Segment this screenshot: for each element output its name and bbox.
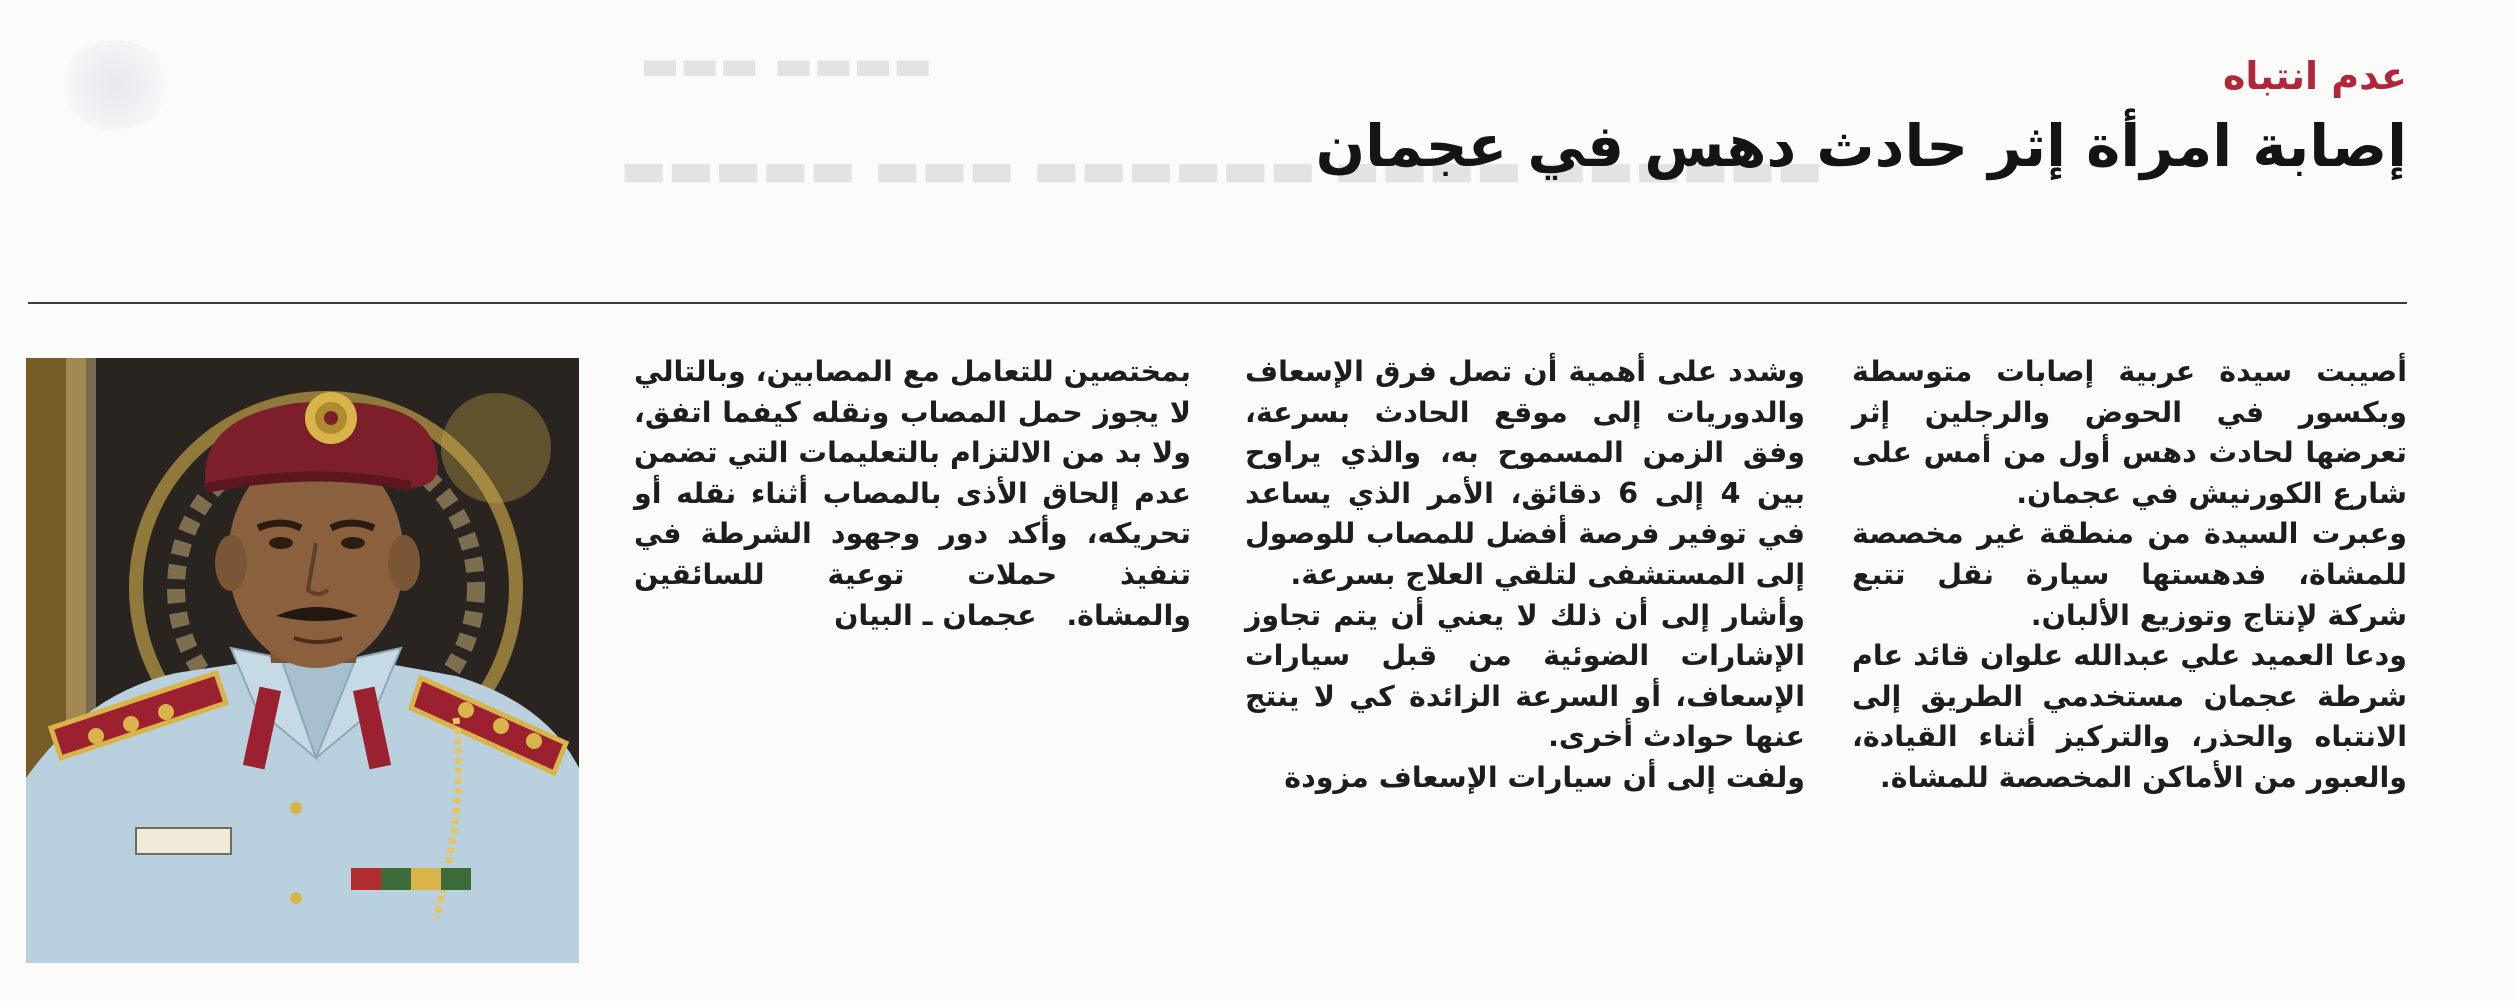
article-paragraph: وأشار إلى أن ذلك لا يعني أن يتم تجاوز الإشارات الضوئية من قبل سيارات الإسعاف، أو السرعة الزائدة كي لا ينتج عنها حوادث أخرى.	[1245, 598, 1805, 754]
headline-divider	[28, 302, 2407, 304]
article-column-2	[1245, 352, 1805, 972]
article-paragraph: وعبرت السيدة من منطقة غير مخصصة للمشاة، فدهستها سيارة نقل تتبع شركة لإنتاج وتوزيع الألبان.	[1852, 517, 2407, 632]
article-headline: إصابة امرأة إثر حادث دهس في عجمان	[1315, 112, 2407, 180]
article-kicker: عدم انتباه	[2222, 54, 2407, 98]
article-paragraph: وشدد على أهمية أن تصل فرق الإسعاف والدوريات إلى موقع الحادث بسرعة، وفق الزمن المسموح به، والذي يراوح بين 4 إلى 6 دقائق، الأمر الذي يساعد في توفير فرصة أفضل للمصاب للوصول إلى المستشفى لتلقي العلاج بسرعة.	[1245, 355, 1805, 591]
article-paragraph	[634, 352, 1191, 636]
officer-portrait-photo	[26, 358, 579, 963]
article-paragraph: ودعا العميد علي عبدالله علوان قائد عام شرطة عجمان مستخدمي الطريق إلى الانتباه والحذر، والتركيز أثناء القيادة، والعبور من الأماكن المخصصة للمشاة.	[1852, 639, 2407, 794]
article-paragraph-text: بمختصين للتعامل مع المصابين، وبالتالي لا يجوز حمل المصاب ونقله كيفما اتفق، ولا بد من الالتزام بالتعليمات التي تضمن عدم إلحاق الأذى بالمصاب أثناء نقله أو تحريكه، وأكد دور وجهود الشرطة في تنفيذ حملات توعية للسائقين والمشاة.	[634, 355, 1191, 632]
article-paragraph: ولفت إلى أن سيارات الإسعاف مزودة	[1284, 760, 1805, 794]
article-paragraph: أصيبت سيدة عربية إصابات متوسطة وبكسور في الحوض والرجلين إثر تعرضها لحادث دهس أول من أمس على شارع الكورنيش في عجمان.	[1852, 355, 2407, 510]
bleed-through-text: ▬▬▬▬▬ ▬▬▬ ▬▬▬▬▬▬ ▬▬▬▬ ▬▬▬▬▬▬	[620, 140, 1824, 198]
article-byline: عجمان ـ البيان	[834, 598, 1037, 632]
bleed-through-text: ▬▬▬ ▬▬▬▬	[640, 40, 933, 89]
bleed-through-emblem	[60, 40, 170, 130]
article-column-3	[634, 352, 1191, 972]
article-column-1	[1852, 352, 2407, 972]
